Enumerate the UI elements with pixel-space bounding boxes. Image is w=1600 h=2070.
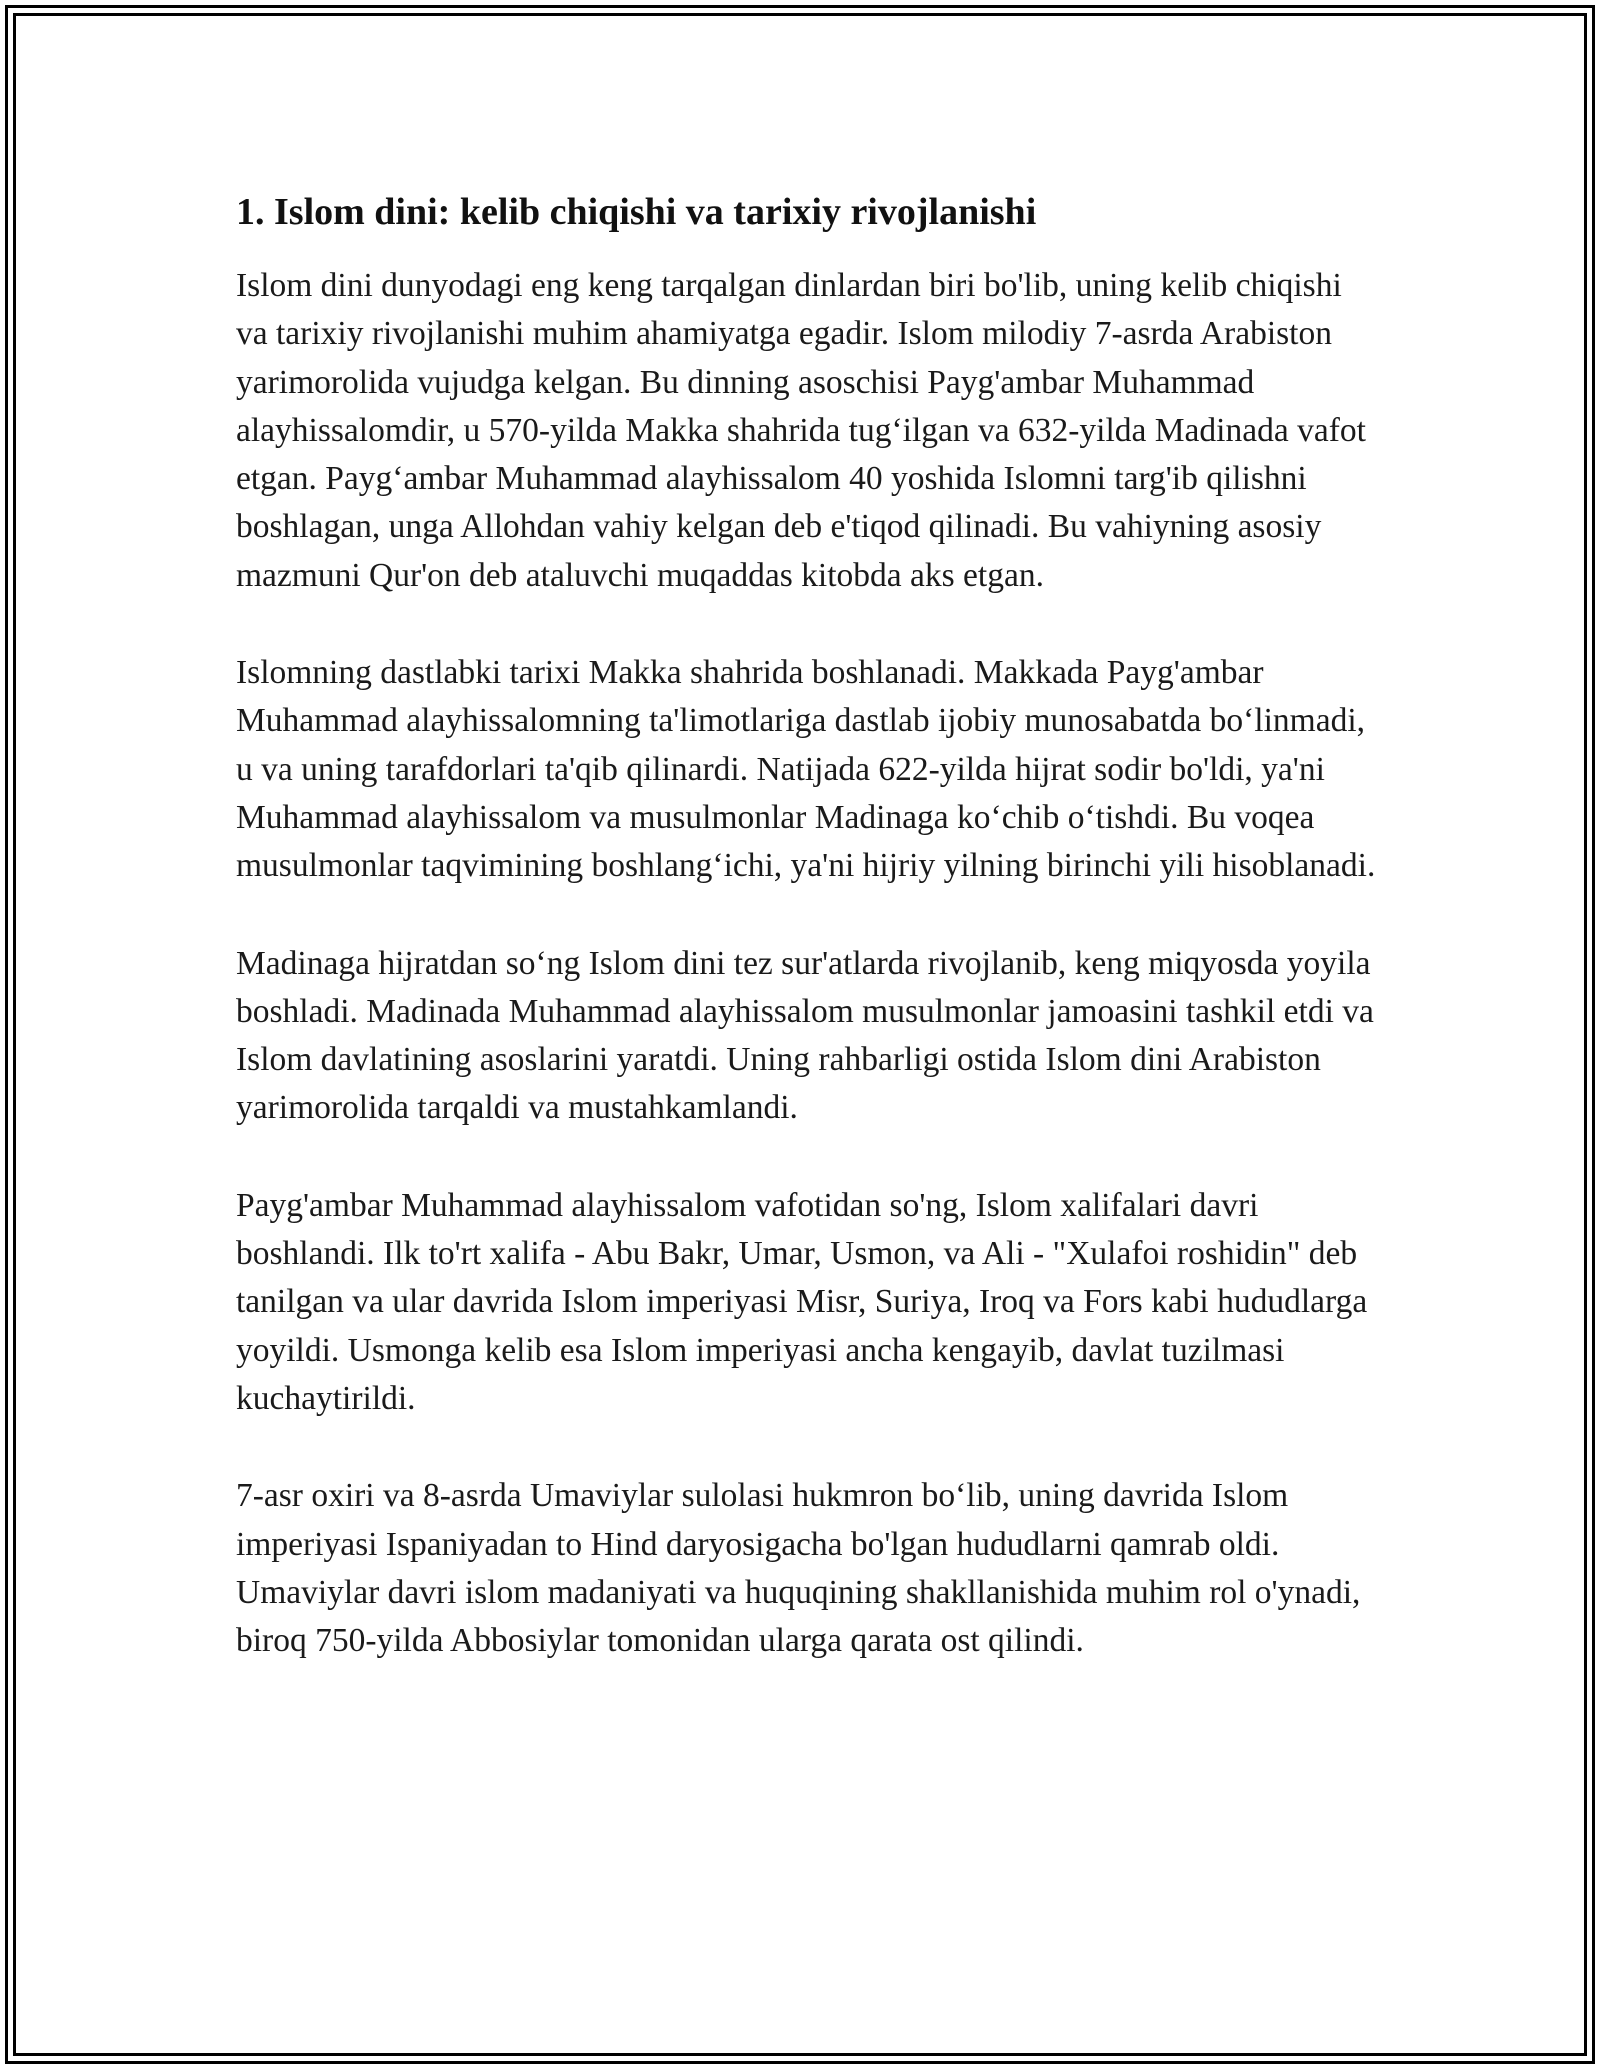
section-title: 1. Islom dini: kelib chiqishi va tarixiy rivojlanishi (236, 191, 1037, 233)
document-body (236, 188, 1376, 1714)
paragraph-caliphs: Payg'ambar Muhammad alayhissalom vafotidan so'ng, Islom xalifalari davri boshlandi. Ilk to'rt xalifa - Abu Bakr, Umar, Usmon, va Ali - "Xulafoi roshidin" deb tanilgan va ular davrida Islom imperiyasi Misr, Suriya, Iroq va Fors kabi hududlarga yoyildi. Usmonga kelib esa Islom imperiyasi ancha kengayib, davlat tuzilmasi kuchaytirildi. (236, 1186, 1368, 1417)
paragraph-makka-hijrat: Islomning dastlabki tarixi Makka shahrida boshlanadi. Makkada Payg'ambar Muhammad alayhissalomning ta'limotlariga dastlab ijobiy munosabatda bo‘linmadi, u va uning tarafdorlari ta'qib qilinardi. Natijada 622-yilda hijrat sodir bo'ldi, ya'ni Muhammad alayhissalom va musulmonlar Madinaga ko‘chib o‘tishdi. Bu voqea musulmonlar taqvimining boshlang‘ichi, ya'ni hijriy yilning birinchi yili hisoblanadi. (236, 654, 1376, 885)
paragraph-umayyads: 7-asr oxiri va 8-asrda Umaviylar sulolasi hukmron bo‘lib, uning davrida Islom imperiyasi Ispaniyadan to Hind daryosigacha bo'lgan hududlarni qamrab oldi. Umaviylar davri islom madaniyati va huquqining shakllanishida muhim rol o'ynadi, biroq 750-yilda Abbosiylar tomonidan ularga qarata ost qilindi. (236, 1477, 1361, 1660)
paragraph-madina: Madinaga hijratdan so‘ng Islom dini tez sur'atlarda rivojlanib, keng miqyosda yoyila boshladi. Madinada Muhammad alayhissalom musulmonlar jamoasini tashkil etdi va Islom davlatining asoslarini yaratdi. Uning rahbarligi ostida Islom dini Arabiston yarimorolida tarqaldi va mustahkamlandi. (236, 944, 1374, 1127)
paragraph-origin: Islom dini dunyodagi eng keng tarqalgan dinlardan biri bo'lib, uning kelib chiqishi va tarixiy rivojlanishi muhim ahamiyatga egadir. Islom milodiy 7-asrda Arabiston yarimorolida vujudga kelgan. Bu dinning asoschisi Payg'ambar Muhammad alayhissalomdir, u 570-yilda Makka shahrida tug‘ilgan va 632-yilda Madinada vafot etgan. Payg‘ambar Muhammad alayhissalom 40 yoshida Islomni targ'ib qilishni boshlagan, unga Allohdan vahiy kelgan deb e'tiqod qilinadi. Bu vahiyning asosiy mazmuni Qur'on deb ataluvchi muqaddas kitobda aks etgan. (236, 267, 1366, 594)
